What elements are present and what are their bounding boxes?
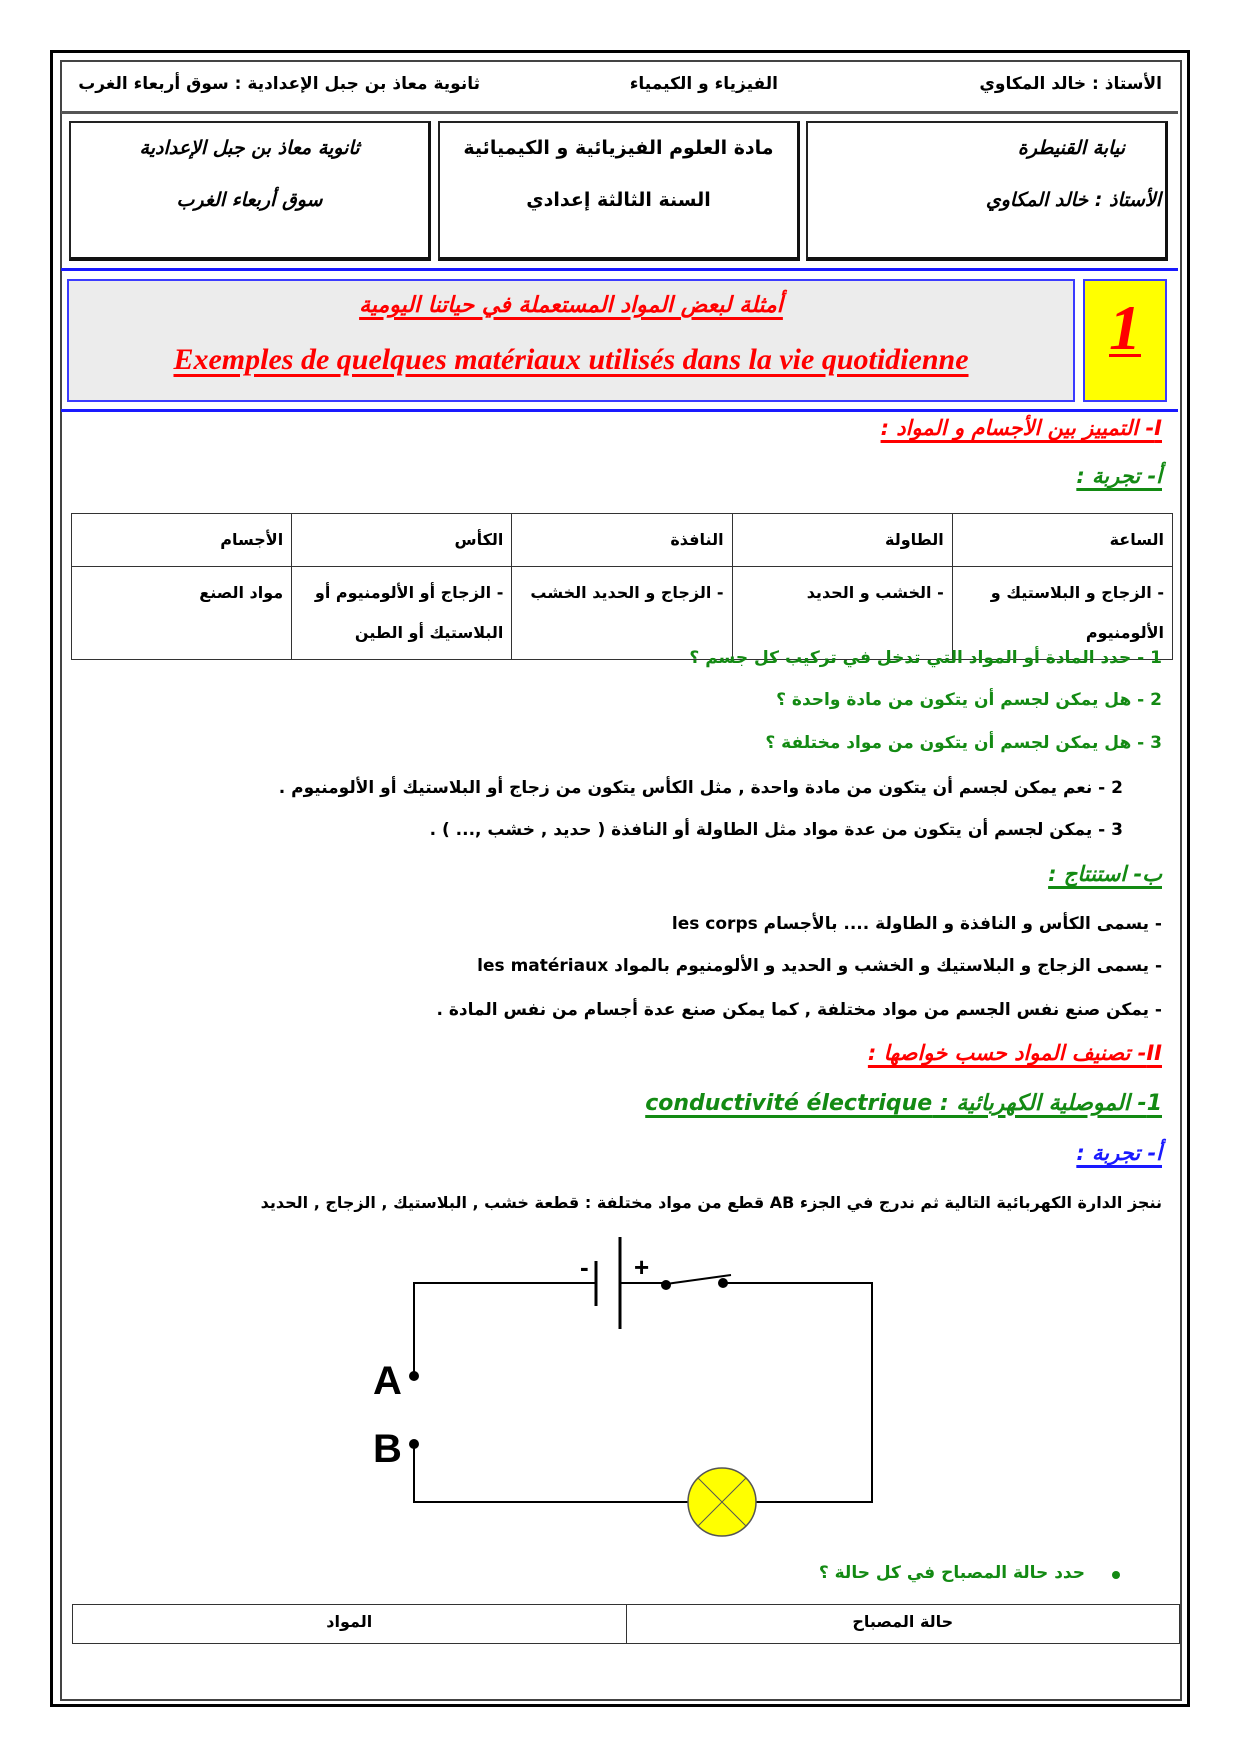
box-directorate-line1: نيابة القنيطرة bbox=[1017, 137, 1125, 159]
lamp-state-table bbox=[72, 1604, 1180, 1644]
switch-icon[interactable] bbox=[661, 1275, 731, 1290]
section2-instruction: ننجز الدارة الكهربائية التالية ثم ندرج في الجزء AB قطع من مواد مختلفة : قطعة خشب , البلاستيك , الزجاج , الحديد bbox=[260, 1193, 1162, 1212]
section1-heading: I- التمييز بين الأجسام و المواد : bbox=[880, 416, 1162, 440]
table-header-cell: حالة المصباح bbox=[626, 1605, 1180, 1644]
question-2: 2 - هل يمكن لجسم أن يتكون من مادة واحدة ؟ bbox=[776, 690, 1162, 710]
table-header-cell: الكأس bbox=[292, 514, 512, 567]
conclusion-1: - يسمى الكأس و النافذة و الطاولة .... بالأجسام les corps bbox=[671, 914, 1162, 934]
terminal-a-dot bbox=[409, 1371, 419, 1381]
box-school-line2: سوق أربعاء الغرب bbox=[176, 189, 323, 211]
circuit-wires bbox=[414, 1283, 872, 1502]
lamp-icon bbox=[688, 1468, 756, 1536]
section2-subheading: 1- الموصلية الكهربائية : conductivité électrique bbox=[645, 1091, 1162, 1116]
box-subject-line1: مادة العلوم الفيزيائية و الكيميائية bbox=[463, 137, 774, 159]
answer-2: 2 - نعم يمكن لجسم أن يتكون من مادة واحدة , مثل الكأس يتكون من زجاج أو البلاستيك أو الألومنيوم . bbox=[278, 778, 1123, 798]
box-directorate-line2: الأستاذ : خالد المكاوي bbox=[985, 189, 1161, 211]
section1-experiment-heading: أ- تجربة : bbox=[1076, 464, 1162, 488]
table-header-cell: الساعة bbox=[952, 514, 1172, 567]
lesson-number: 1 bbox=[1109, 292, 1141, 363]
table-header-cell: النافذة bbox=[512, 514, 732, 567]
box-school-line1: ثانوية معاذ بن جبل الإعدادية bbox=[139, 137, 360, 159]
table-cell: - الخشب و الحديد bbox=[732, 567, 952, 660]
question-1: 1 - حدد المادة أو المواد التي تدخل في تركيب كل جسم ؟ bbox=[689, 648, 1162, 668]
header-teacher: الأستاذ : خالد المكاوي bbox=[979, 74, 1162, 94]
table-header-cell: الطاولة bbox=[732, 514, 952, 567]
table-header-cell: المواد bbox=[73, 1605, 627, 1644]
lamp-question: حدد حالة المصباح في كل حالة ؟ bbox=[818, 1563, 1085, 1583]
box-subject-line2: السنة الثالثة إعدادي bbox=[526, 189, 711, 211]
conclusion-3: - يمكن صنع نفس الجسم من مواد مختلفة , كما يمكن صنع عدة أجسام من نفس المادة . bbox=[436, 1000, 1162, 1020]
table-header-row bbox=[73, 1605, 1180, 1644]
conclusion-heading: ب- استنتاج : bbox=[1048, 862, 1162, 886]
bullet-icon bbox=[1112, 1571, 1120, 1579]
terminal-b-dot bbox=[409, 1439, 419, 1449]
battery-plus-label: + bbox=[634, 1252, 650, 1282]
lesson-title-arabic: أمثلة لبعض المواد المستعملة في حياتنا اليومية bbox=[359, 293, 783, 318]
table-header-cell: الأجسام bbox=[72, 514, 292, 567]
conclusion-2: - يسمى الزجاج و البلاستيك و الخشب و الحديد و الألومنيوم بالمواد les matériaux bbox=[477, 956, 1162, 976]
question-3: 3 - هل يمكن لجسم أن يتكون من مواد مختلفة ؟ bbox=[765, 733, 1162, 753]
battery-minus-label: - bbox=[580, 1252, 589, 1282]
table-cell: - الزجاج و البلاستيك و الألومنيوم bbox=[952, 567, 1172, 660]
battery-icon bbox=[596, 1237, 620, 1329]
table-cell: - الزجاج أو الألومنيوم أو البلاستيك أو الطين bbox=[292, 567, 512, 660]
lesson-title-french: Exemples de quelques matériaux utilisés dans la vie quotidienne bbox=[173, 343, 969, 376]
answer-3: 3 - يمكن لجسم أن يتكون من عدة مواد مثل الطاولة أو النافذة ( حديد , خشب ,... ) . bbox=[429, 820, 1123, 840]
section2-heading: II- تصنيف المواد حسب خواصها : bbox=[867, 1041, 1162, 1065]
table-cell: مواد الصنع bbox=[72, 567, 292, 660]
header-subject: الفيزياء و الكيمياء bbox=[629, 74, 778, 94]
section2-experiment-heading: أ- تجربة : bbox=[1076, 1141, 1162, 1165]
terminal-a-label: A bbox=[373, 1359, 402, 1403]
terminal-b-label: B bbox=[373, 1427, 402, 1471]
table-cell: - الزجاج و الحديد الخشب bbox=[512, 567, 732, 660]
header-school: ثانوية معاذ بن جبل الإعدادية : سوق أربعاء الغرب bbox=[78, 74, 480, 94]
